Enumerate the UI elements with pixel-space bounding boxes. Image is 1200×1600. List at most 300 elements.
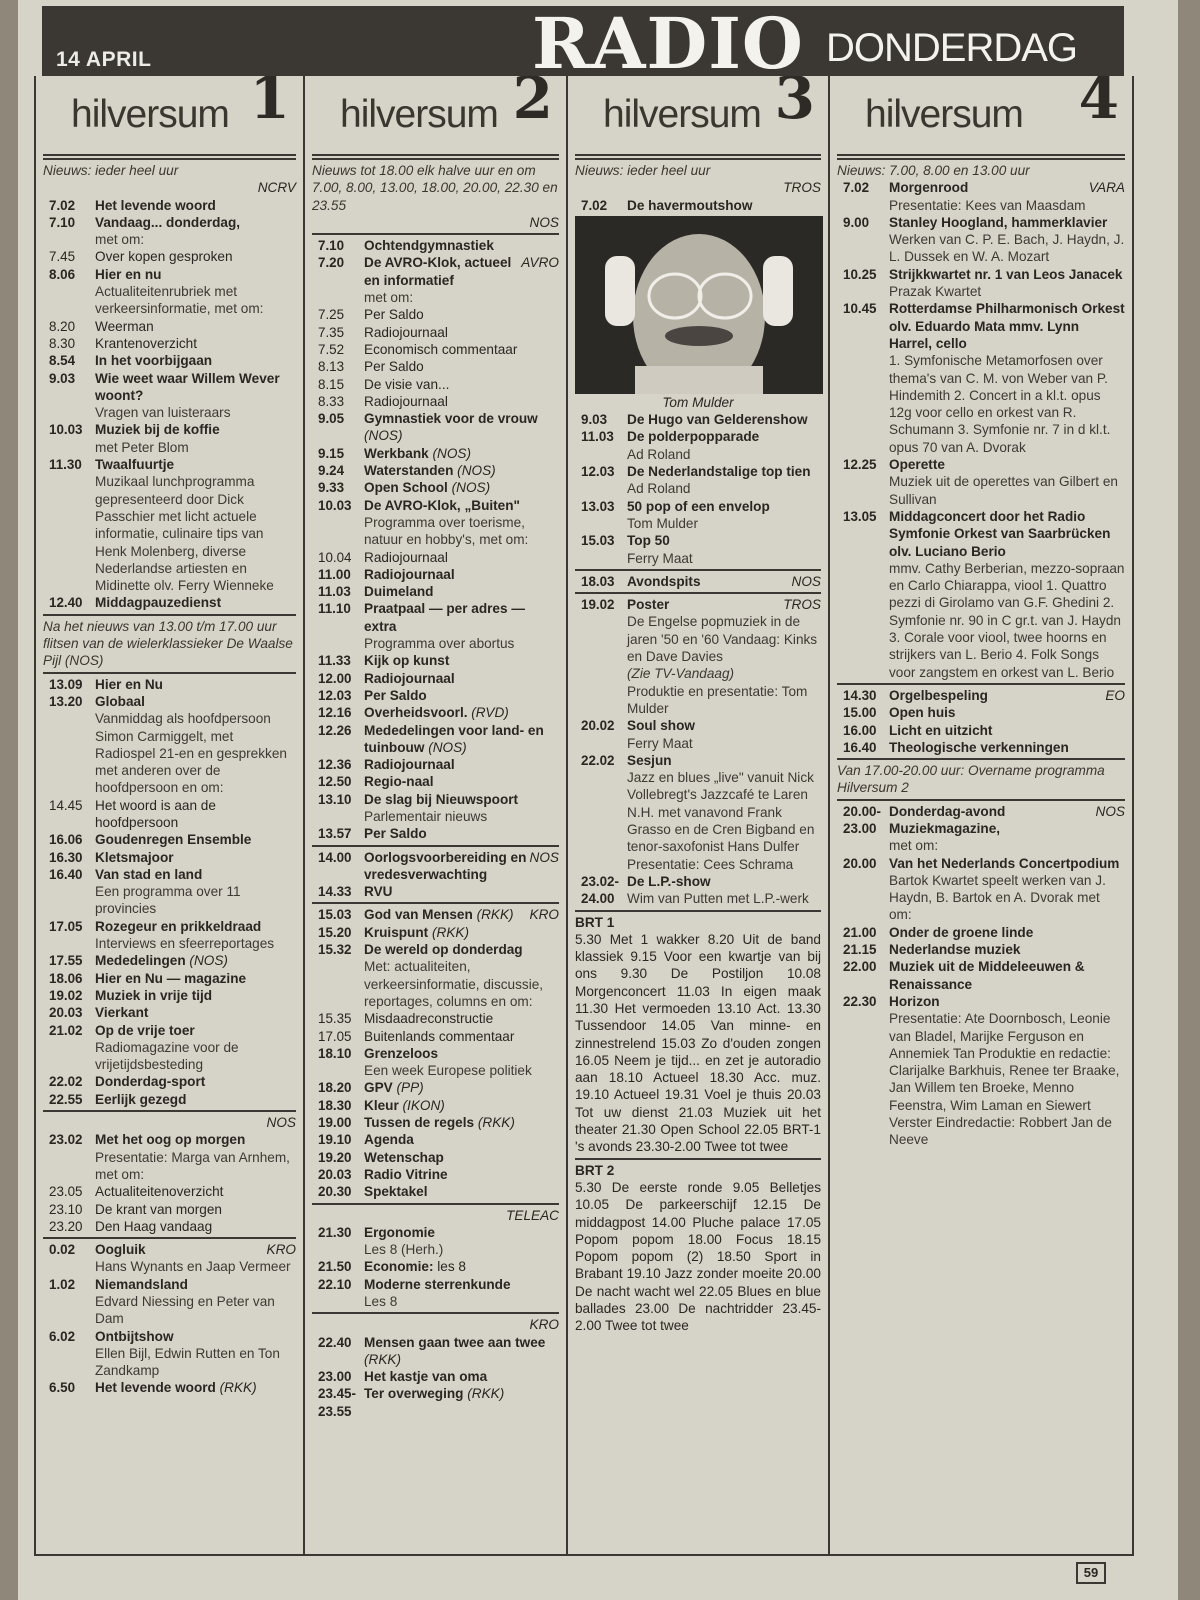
program-time: 12.03 bbox=[318, 687, 352, 703]
program-body bbox=[627, 463, 821, 498]
program-title: Radiojournaal bbox=[364, 393, 448, 409]
program-time: 8.15 bbox=[318, 376, 345, 392]
program-time: 13.09 bbox=[49, 676, 83, 692]
divider bbox=[575, 569, 821, 571]
program-time: 15.35 bbox=[318, 1011, 352, 1027]
program-description: Wim van Putten met L.P.-werk bbox=[627, 891, 809, 907]
station-name: hilversum bbox=[340, 93, 498, 136]
program-entry bbox=[312, 1183, 559, 1200]
program-time: 8.54 bbox=[49, 353, 76, 369]
program-time: 10.25 bbox=[843, 266, 877, 282]
program-title: Economie: bbox=[364, 1259, 434, 1275]
program-time: 23.05 bbox=[49, 1184, 83, 1200]
program-title: Buitenlands commentaar bbox=[364, 1028, 515, 1044]
program-time: 17.55 bbox=[49, 953, 83, 969]
program-title: Agenda bbox=[364, 1132, 414, 1148]
program-body bbox=[364, 1010, 559, 1027]
divider bbox=[837, 683, 1125, 685]
program-body bbox=[95, 318, 296, 335]
program-entry bbox=[43, 831, 296, 848]
program-body bbox=[95, 1073, 296, 1090]
program-time: 8.20 bbox=[49, 318, 76, 334]
program-title: Actualiteitenoverzicht bbox=[95, 1184, 224, 1200]
program-body bbox=[364, 462, 559, 479]
program-body bbox=[364, 1183, 559, 1200]
program-entry bbox=[837, 958, 1125, 993]
broadcaster-label: TROS bbox=[783, 180, 821, 196]
program-title: Per Saldo bbox=[364, 359, 424, 375]
divider bbox=[43, 672, 296, 674]
program-title: Kleur bbox=[364, 1097, 399, 1113]
program-body bbox=[889, 739, 1125, 756]
program-title: Strijkkwartet nr. 1 van Leos Janacek bbox=[889, 266, 1123, 282]
program-body bbox=[889, 924, 1125, 941]
program-entry bbox=[43, 1241, 296, 1276]
column-hilversum-2 bbox=[303, 76, 566, 1554]
program-description: Hans Wynants en Jaap Vermeer bbox=[95, 1259, 291, 1275]
program-description: Muzikaal lunchprogramma gepresenteerd door Dick Passchier met licht actuele informatie, culinaire tips van Henk Molenberg, diverse Nederlandse artiesten en Midinette olv. Ferry Wienneke bbox=[95, 474, 274, 594]
program-body bbox=[364, 410, 559, 445]
program-time: 21.02 bbox=[49, 1022, 83, 1038]
divider bbox=[312, 1312, 559, 1314]
program-entry bbox=[837, 722, 1125, 739]
program-time: 7.02 bbox=[49, 197, 76, 213]
program-title: Ontbijtshow bbox=[95, 1328, 174, 1344]
program-body bbox=[364, 358, 559, 375]
program-body bbox=[889, 855, 1125, 924]
program-time: 22.02 bbox=[581, 752, 615, 768]
brt1-schedule: 5.30 Met 1 wakker 8.20 Uit de band klassiek 9.15 Voor een kwartje van bij ons 9.30 De Postiljon 10.08 Morgenconcert 11.03 In eigen maak 11.30 Het vermoeden 13.10 Act. 13.30 Tussendoor 14.05 Van minne- en zinnestrelend 15.03 Zo d'ouden zongen 16.05 Neem je tijd... en zet je autoradio aan 18.10 Actueel 18.30 Acc. muz. 19.10 Actueel 19.31 Voel je thuis 20.03 Tot uw dienst 21.03 Muziek uit het theater 21.30 Open School 22.05 BRT-1 's avonds 23.30-2.00 Twee tot twee bbox=[575, 931, 821, 1155]
program-note: (Zie TV-Vandaag) bbox=[627, 666, 735, 682]
program-title: Muziek bij de koffie bbox=[95, 422, 220, 438]
program-time: 18.30 bbox=[318, 1097, 352, 1113]
program-title: Ter overweging bbox=[364, 1386, 464, 1402]
program-time: 21.00 bbox=[843, 924, 877, 940]
program-title: Weerman bbox=[95, 318, 154, 334]
program-body bbox=[95, 952, 296, 969]
program-entry bbox=[837, 179, 1125, 214]
divider bbox=[312, 158, 559, 160]
program-time: 20.00-23.00 bbox=[843, 803, 881, 836]
program-title: Vierkant bbox=[95, 1005, 149, 1021]
divider bbox=[837, 158, 1125, 160]
program-title: Over kopen gesproken bbox=[95, 249, 233, 265]
program-entry bbox=[837, 704, 1125, 721]
program-time: 12.50 bbox=[318, 774, 352, 790]
program-entry bbox=[575, 498, 821, 533]
program-body bbox=[364, 376, 559, 393]
program-time: 7.02 bbox=[843, 180, 870, 196]
program-time: 16.40 bbox=[843, 739, 877, 755]
program-entry bbox=[43, 987, 296, 1004]
news-note: Nieuws: ieder heel uur bbox=[575, 163, 711, 178]
program-description: Presentatie: Kees van Maasdam bbox=[889, 197, 1086, 213]
program-body bbox=[364, 1224, 559, 1259]
program-title: Kruispunt bbox=[364, 924, 429, 940]
program-title: Hier en Nu — magazine bbox=[95, 970, 247, 986]
program-entry bbox=[43, 797, 296, 832]
program-time: 23.20 bbox=[49, 1218, 83, 1234]
program-title: Overheidsvoorl. bbox=[364, 705, 468, 721]
program-description: Werken van C. P. E. Bach, J. Haydn, J. L. Dussek en W. A. Mozart bbox=[889, 232, 1125, 265]
program-time: 12.16 bbox=[318, 705, 352, 721]
news-note: Nieuws: ieder heel uur bbox=[43, 163, 179, 178]
program-body bbox=[889, 958, 1125, 993]
program-body bbox=[95, 352, 296, 369]
program-entry bbox=[312, 254, 559, 306]
program-title: De krant van morgen bbox=[95, 1201, 222, 1217]
program-body bbox=[95, 421, 296, 456]
program-time: 7.52 bbox=[318, 341, 345, 357]
broadcaster: NOS bbox=[1095, 803, 1125, 819]
program-entry bbox=[837, 687, 1125, 704]
program-body bbox=[364, 924, 559, 941]
program-entry bbox=[312, 687, 559, 704]
program-title: Onder de groene linde bbox=[889, 924, 1034, 940]
program-time: 12.03 bbox=[581, 464, 615, 480]
news-note: Van 17.00-20.00 uur: Overname programma Hilversum 2 bbox=[837, 763, 1105, 796]
program-time: 11.03 bbox=[581, 429, 614, 445]
program-body bbox=[364, 393, 559, 410]
program-body bbox=[95, 866, 296, 918]
station-header bbox=[43, 76, 296, 156]
program-title: Twaalfuurtje bbox=[95, 457, 175, 473]
program-description: Vragen van luisteraars bbox=[95, 405, 231, 421]
program-entry bbox=[312, 849, 559, 884]
program-body bbox=[364, 1131, 559, 1148]
program-title: Middagpauzedienst bbox=[95, 595, 222, 611]
broadcaster-tag: (NOS) bbox=[432, 445, 472, 461]
program-body bbox=[889, 993, 1125, 1149]
program-credits: Produktie en presentatie: Tom Mulder bbox=[627, 683, 808, 716]
program-title: Per Saldo bbox=[364, 687, 427, 703]
program-time: 13.20 bbox=[49, 693, 83, 709]
program-body bbox=[627, 532, 821, 567]
program-description: Een programma over 11 provincies bbox=[95, 884, 241, 917]
program-entry bbox=[43, 352, 296, 369]
news-note: Nieuws: 7.00, 8.00 en 13.00 uur bbox=[837, 163, 1030, 178]
program-body bbox=[889, 722, 1125, 739]
program-time: 22.55 bbox=[49, 1091, 83, 1107]
program-time: 8.06 bbox=[49, 266, 76, 282]
program-entry bbox=[43, 676, 296, 693]
program-time: 10.03 bbox=[318, 497, 352, 513]
program-body bbox=[889, 803, 1125, 855]
program-title: Van het Nederlands Concertpodium bbox=[889, 855, 1120, 871]
program-entry bbox=[312, 1385, 559, 1420]
program-time: 18.03 bbox=[581, 573, 615, 589]
program-time: 0.02 bbox=[49, 1242, 76, 1258]
program-body bbox=[364, 324, 559, 341]
brt2-title: BRT 2 bbox=[575, 1162, 615, 1178]
program-entry bbox=[837, 214, 1125, 266]
program-body bbox=[627, 873, 821, 908]
program-entry bbox=[575, 717, 821, 752]
program-time: 15.03 bbox=[318, 907, 352, 923]
program-title: Radiojournaal bbox=[364, 324, 448, 340]
program-entry bbox=[43, 197, 296, 214]
program-time: 8.30 bbox=[49, 335, 76, 351]
program-entry bbox=[312, 479, 559, 496]
broadcaster-tag: (NOS) bbox=[457, 463, 496, 479]
program-entry bbox=[43, 970, 296, 987]
program-body bbox=[95, 918, 296, 953]
program-description: Jazz en blues „live" vanuit Nick Vollebregt's Jazzcafé te Laren N.H. met vanavond Frank Grasso en de Cren Bigband en tenor-saxofonist Hans Dulfer Presentatie: Cees Schrama bbox=[627, 770, 815, 872]
program-title: Mededelingen voor land- en tuinbouw bbox=[364, 722, 544, 755]
station-header bbox=[837, 76, 1125, 156]
program-title: De wereld op donderdag bbox=[364, 942, 523, 958]
program-title: 50 pop of een envelop bbox=[627, 498, 770, 514]
program-time: 23.02-24.00 bbox=[581, 873, 619, 907]
program-entry bbox=[575, 752, 821, 873]
station-header bbox=[575, 76, 821, 156]
program-time: 9.33 bbox=[318, 480, 345, 496]
divider bbox=[312, 902, 559, 904]
program-body bbox=[627, 752, 821, 873]
program-body bbox=[95, 1379, 296, 1396]
program-title: De havermoutshow bbox=[627, 197, 753, 213]
broadcaster-tag: (RKK) bbox=[467, 1386, 505, 1402]
program-body bbox=[95, 970, 296, 987]
program-time: 21.50 bbox=[318, 1259, 352, 1275]
program-description: Les 8 (Herh.) bbox=[364, 1242, 444, 1258]
broadcaster-tag: (PP) bbox=[396, 1080, 424, 1096]
program-time: 12.26 bbox=[318, 722, 352, 738]
program-time: 7.45 bbox=[49, 249, 76, 265]
program-title: Het woord is aan de hoofdpersoon bbox=[95, 797, 216, 830]
program-body bbox=[364, 825, 559, 842]
program-body bbox=[95, 849, 296, 866]
program-time: 11.03 bbox=[318, 584, 351, 600]
program-title: Donderdag-avond Muziekmagazine, bbox=[889, 803, 1006, 836]
program-description: Actualiteitenrubriek met verkeersinformatie, met om: bbox=[95, 284, 264, 317]
header-day: DONDERDAG bbox=[826, 26, 1078, 70]
program-time: 14.33 bbox=[318, 884, 352, 900]
program-time: 18.20 bbox=[318, 1080, 352, 1096]
program-time: 11.30 bbox=[49, 457, 82, 473]
program-title: Radiojournaal bbox=[364, 670, 455, 686]
program-title: Hier en nu bbox=[95, 266, 162, 282]
program-title: Soul show bbox=[627, 718, 695, 734]
program-title: Oorlogsvoorbereiding en vredesverwachting bbox=[364, 849, 527, 882]
program-entry bbox=[312, 1149, 559, 1166]
program-body bbox=[95, 594, 296, 611]
program-title: Grenzeloos bbox=[364, 1045, 439, 1061]
program-entry bbox=[575, 411, 821, 428]
divider bbox=[43, 158, 296, 160]
program-title: Operette bbox=[889, 457, 945, 473]
program-body bbox=[889, 179, 1125, 214]
program-description: Een week Europese politiek bbox=[364, 1063, 532, 1079]
program-description: Presentatie: Marga van Arnhem, met om: bbox=[95, 1149, 290, 1182]
program-time: 11.10 bbox=[318, 601, 351, 617]
program-entry bbox=[837, 855, 1125, 924]
program-body bbox=[364, 849, 559, 884]
station-header bbox=[312, 76, 559, 156]
program-description: Interviews en sfeerreportages bbox=[95, 936, 275, 952]
program-title: Kletsmajoor bbox=[95, 849, 174, 865]
program-entry bbox=[312, 341, 559, 358]
news-note: Na het nieuws van 13.00 t/m 17.00 uur flitsen van de wielerklassieker De Waalse Pijl (NOS) bbox=[43, 618, 293, 669]
header-title: RADIO bbox=[532, 2, 804, 85]
program-title: Het kastje van oma bbox=[364, 1369, 488, 1385]
program-title: Goudenregen Ensemble bbox=[95, 832, 252, 848]
program-time: 22.02 bbox=[49, 1074, 83, 1090]
program-description: Ellen Bijl, Edwin Rutten en Ton Zandkamp bbox=[95, 1345, 280, 1379]
program-entry bbox=[312, 773, 559, 790]
program-body bbox=[364, 687, 559, 704]
broadcaster-tag: (RKK) bbox=[477, 1115, 515, 1131]
program-entry bbox=[312, 941, 559, 1010]
program-time: 6.02 bbox=[49, 1328, 76, 1344]
program-entry bbox=[312, 1334, 559, 1369]
program-entry bbox=[312, 324, 559, 341]
program-extra: les 8 bbox=[433, 1259, 466, 1275]
program-entry bbox=[575, 463, 821, 498]
program-title: Waterstanden bbox=[364, 463, 454, 479]
program-body bbox=[95, 1276, 296, 1328]
program-body bbox=[95, 693, 296, 797]
broadcaster: VARA bbox=[1088, 180, 1125, 196]
program-title: Morgenrood bbox=[889, 180, 969, 196]
divider bbox=[837, 799, 1125, 801]
program-title: De AVRO-Klok, „Buiten" bbox=[364, 497, 520, 513]
program-title: Mededelingen bbox=[95, 953, 186, 969]
program-body bbox=[95, 1328, 296, 1380]
program-description: Prazak Kwartet bbox=[889, 284, 982, 300]
program-entry bbox=[43, 266, 296, 318]
program-time: 13.05 bbox=[843, 508, 877, 524]
program-time: 15.00 bbox=[843, 705, 877, 721]
program-time: 12.25 bbox=[843, 457, 877, 473]
broadcaster: NOS bbox=[529, 849, 559, 865]
program-body bbox=[364, 1368, 559, 1385]
program-body bbox=[364, 670, 559, 687]
program-body bbox=[889, 941, 1125, 958]
broadcaster: AVRO bbox=[521, 255, 559, 271]
program-description: Met: actualiteiten, verkeersinformatie, discussie, reportages, columns en om: bbox=[364, 959, 544, 1009]
program-entry bbox=[837, 803, 1125, 855]
program-entry bbox=[43, 849, 296, 866]
program-entry bbox=[43, 421, 296, 456]
program-title: God van Mensen bbox=[364, 907, 473, 923]
program-title: Gymnastiek voor de vrouw bbox=[364, 411, 538, 427]
program-title: Radiojournaal bbox=[364, 549, 448, 565]
program-body bbox=[95, 1091, 296, 1108]
program-time: 1.02 bbox=[49, 1276, 76, 1292]
program-time: 7.02 bbox=[581, 197, 608, 213]
program-body bbox=[95, 1004, 296, 1021]
program-time: 22.10 bbox=[318, 1276, 352, 1292]
program-body bbox=[364, 1045, 559, 1080]
program-title: Eerlijk gezegd bbox=[95, 1091, 187, 1107]
program-entry bbox=[312, 358, 559, 375]
program-time: 9.15 bbox=[318, 445, 345, 461]
program-title: Met het oog op morgen bbox=[95, 1132, 246, 1148]
program-entry bbox=[312, 924, 559, 941]
program-description: mmv. Cathy Berberian, mezzo-sopraan en Carlo Chiarappa, viool 1. Quattro pezzi di Girolamo van G.F. Ghedini 2. Symfonie nr. 90 in C gr.t. van J. Haydn 3. Corale voor viool, twee hoorns en strijkers van L. Berio 4. Folk Songs voor zangstem en orkest van L. Berio bbox=[889, 560, 1125, 680]
program-time: 16.30 bbox=[49, 849, 83, 865]
program-description: met om: bbox=[889, 838, 939, 854]
program-time: 7.10 bbox=[49, 214, 76, 230]
program-time: 20.30 bbox=[318, 1184, 352, 1200]
program-entry bbox=[837, 941, 1125, 958]
program-time: 13.03 bbox=[581, 498, 615, 514]
program-entry bbox=[837, 993, 1125, 1149]
program-body bbox=[627, 428, 821, 463]
broadcaster-tag: (NOS) bbox=[364, 428, 403, 444]
program-body bbox=[364, 1258, 559, 1275]
broadcaster: TROS bbox=[783, 597, 821, 613]
news-note: Nieuws tot 18.00 elk halve uur en om 7.00, 8.00, 13.00, 18.00, 20.00, 22.30 en 23.55 bbox=[312, 163, 558, 213]
program-time: 10.45 bbox=[843, 301, 877, 317]
program-entry bbox=[312, 410, 559, 445]
program-entry bbox=[312, 1224, 559, 1259]
program-title: In het voorbijgaan bbox=[95, 353, 213, 369]
program-body bbox=[627, 573, 821, 590]
program-time: 11.00 bbox=[318, 566, 351, 582]
program-title: Op de vrije toer bbox=[95, 1022, 195, 1038]
program-entry bbox=[312, 704, 559, 721]
program-time: 23.02 bbox=[49, 1132, 83, 1148]
program-entry bbox=[312, 462, 559, 479]
program-time: 12.36 bbox=[318, 757, 352, 773]
program-title: Den Haag vandaag bbox=[95, 1218, 213, 1234]
column-hilversum-3 bbox=[566, 76, 828, 1554]
program-time: 12.40 bbox=[49, 595, 83, 611]
program-description: Programma over toerisme, natuur en hobby's, met om: bbox=[364, 514, 529, 548]
program-entry bbox=[312, 497, 559, 549]
program-entry bbox=[43, 1183, 296, 1200]
brt2-schedule: 5.30 De eerste ronde 9.05 Belletjes 10.05 De parkeerschijf 12.15 De middagpost 14.00 Pluche palace 17.05 Popom popom 18.00 Focus 18.15 Popom popom (2) 18.50 Sport in Brabant 19.10 Jazz zonder moeite 20.00 De nacht wacht wel 22.05 Blues en blue ballades 23.00 De nachtridder 23.45-2.00 Twee tot twee bbox=[575, 1179, 821, 1334]
program-time: 22.00 bbox=[843, 959, 877, 975]
program-entry bbox=[43, 1201, 296, 1218]
broadcaster: KRO bbox=[529, 907, 559, 923]
program-body bbox=[364, 306, 559, 323]
program-entry bbox=[837, 924, 1125, 941]
program-title: Globaal bbox=[95, 693, 145, 709]
program-time: 21.15 bbox=[843, 942, 877, 958]
program-entry bbox=[43, 693, 296, 797]
page-number: 59 bbox=[1076, 1562, 1106, 1584]
program-time: 9.03 bbox=[581, 412, 608, 428]
broadcaster-tag: (RVD) bbox=[471, 705, 509, 721]
program-entry bbox=[312, 583, 559, 600]
program-title: Nederlandse muziek bbox=[889, 942, 1021, 958]
program-time: 8.33 bbox=[318, 393, 345, 409]
program-time: 14.30 bbox=[843, 687, 877, 703]
program-entry bbox=[312, 791, 559, 826]
page-header bbox=[42, 2, 1124, 85]
program-entry bbox=[312, 1166, 559, 1183]
program-title: Vandaag... donderdag, bbox=[95, 214, 241, 230]
broadcaster-tag: (RKK) bbox=[219, 1380, 257, 1396]
program-time: 22.40 bbox=[318, 1334, 352, 1350]
program-body bbox=[95, 1183, 296, 1200]
broadcaster-tag: (NOS) bbox=[451, 480, 491, 496]
divider bbox=[837, 758, 1125, 760]
photo-tom-mulder bbox=[575, 216, 823, 394]
program-entry bbox=[43, 335, 296, 352]
program-entry bbox=[312, 670, 559, 687]
broadcaster-tag: (IKON) bbox=[402, 1097, 445, 1113]
program-entry bbox=[43, 318, 296, 335]
program-body bbox=[364, 773, 559, 790]
program-time: 7.10 bbox=[318, 238, 345, 254]
program-body bbox=[95, 214, 296, 249]
program-time: 14.00 bbox=[318, 849, 352, 865]
program-title: Sesjun bbox=[627, 752, 672, 768]
